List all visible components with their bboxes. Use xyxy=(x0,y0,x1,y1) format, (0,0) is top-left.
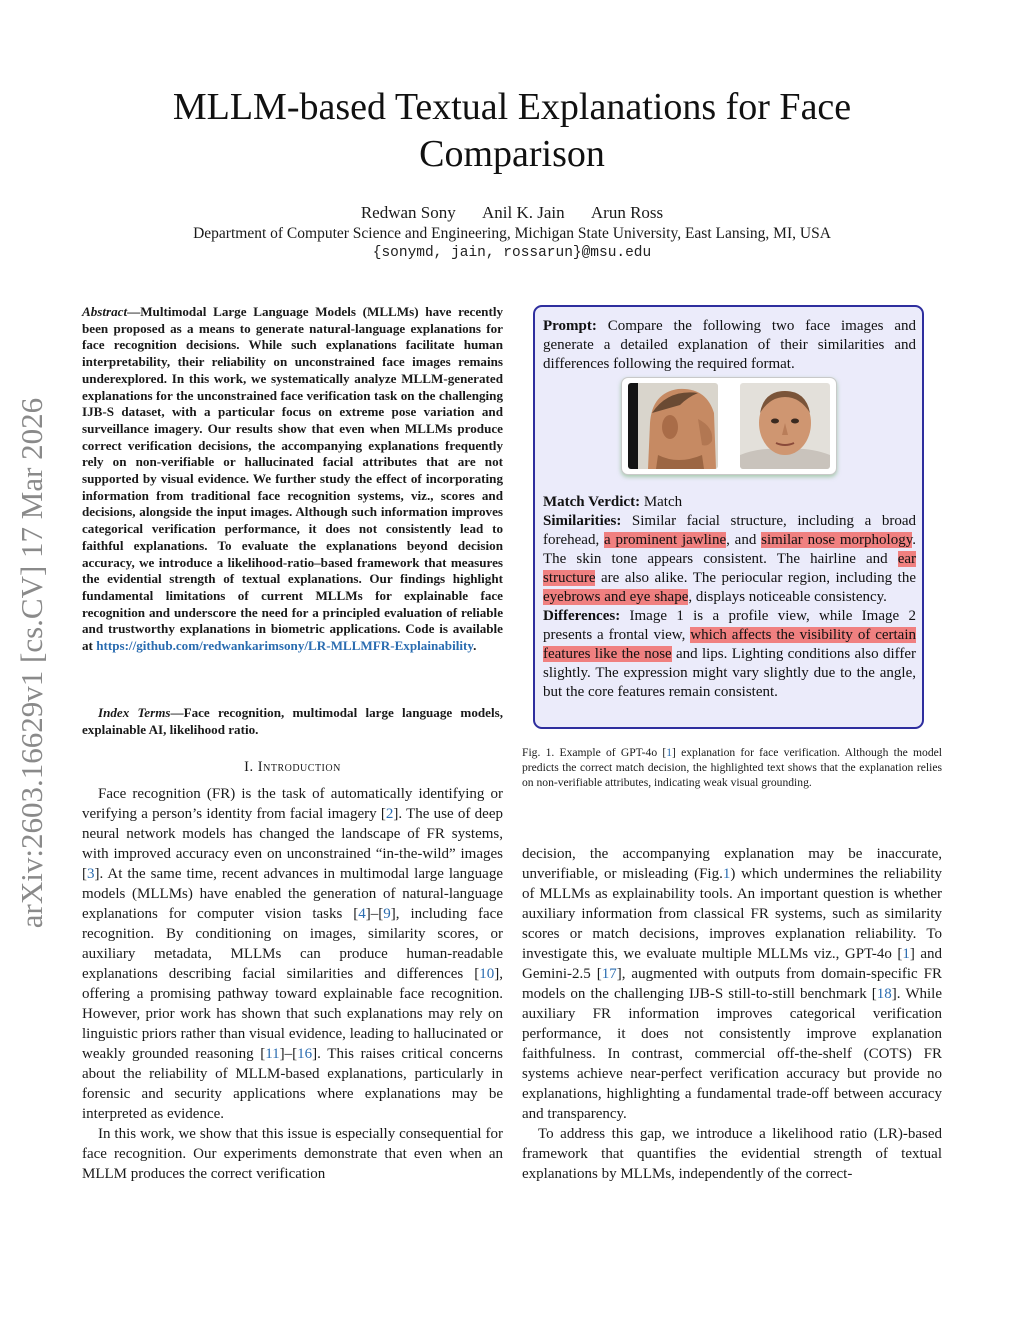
verdict-block xyxy=(543,493,916,702)
citation-link[interactable]: 1 xyxy=(666,746,673,759)
verdict-label: Match Verdict: xyxy=(543,494,641,510)
text-run: To address this gap, we introduce a likelihood ratio (LR)-based framework that quantifies the evidential strength of textual explanations by MLLMs, independently of the correct- xyxy=(522,1126,942,1182)
abstract-text: —Multimodal Large Language Models (MLLMs) have recently been proposed as a means to generate natural-language explanations for face recognition decisions. While such explanations facilitate human interpretability, their reliability on unconstrained face images remains underexplored. In this work, we systematically analyze MLLM-generated explanations for the unconstrained face verification task on the challenging IJB-S dataset, with a particular focus on extreme pose variation and surveillance imagery. Our results show that even when MLLMs produce correct verification decisions, the accompanying explanations frequently rely on non-verifiable or hallucinated facial attributes that are not supported by visual evidence. We further study the effect of incorporating information from traditional face recognition systems, viz., scores and decisions, alongside the input images. Although such information improves categorical verification performance, it does not consistently lead to faithful explanations. To evaluate the explanations beyond decision accuracy, we introduce a likelihood-ratio–based framework that measures the evidential strength of textual explanations. Our findings highlight fundamental limitations of current MLLMs for explainable face recognition and underscore the need for a principled evaluation of reliable and trustworthy explanations in biometric applications. Code is available at xyxy=(82,304,503,654)
introduction-body xyxy=(82,784,503,1184)
highlighted-phrase: which affects the visibility of certain features like the nose xyxy=(543,627,916,662)
citation-link[interactable]: 18 xyxy=(876,986,892,1002)
figure-caption: Fig. 1. Example of GPT-4o [1] explanation for face verification. Although the model predicts the correct match decision, the highlighted text shows that the explanation relies on non-verifiable attributes, indicating weak visual grounding. xyxy=(522,746,942,789)
text-run: decision, the accompanying explanation may be inaccurate, unverifiable, or misleading (Fig. xyxy=(522,846,942,882)
citation-link[interactable]: 10 xyxy=(479,966,495,982)
paper-title: MLLM-based Textual Explanations for Face Comparison xyxy=(172,86,852,175)
face-image-pair xyxy=(621,377,837,475)
author-name: Anil K. Jain xyxy=(482,203,565,222)
prompt-block xyxy=(543,317,916,374)
highlighted-phrase: eyebrows and eye shape xyxy=(543,589,689,605)
citation-link[interactable]: 1 xyxy=(722,866,731,882)
paragraph xyxy=(82,1124,503,1184)
abstract: Abstract—Multimodal Large Language Models (MLLMs) have recently been proposed as a means to generate natural-language explanations for face recognition decisions. While such explanations facilitate human interpretability, their reliability on unconstrained face images remains underexplored. In this work, we systematically analyze MLLM-generated explanations for the unconstrained face verification task on the challenging IJB-S dataset, with a particular focus on extreme pose variation and surveillance imagery. Our results show that even when MLLMs produce correct verification decisions, the accompanying explanations frequently rely on non-verifiable or hallucinated facial attributes that are not supported by visual evidence. We further study the effect of incorporating information from traditional face recognition systems, viz., scores and decisions, alongside the input images. Although such information improves categorical verification performance, it does not consistently lead to faithful explanations. To evaluate the explanations beyond decision accuracy, we introduce a likelihood-ratio–based framework that measures the evidential strength of textual explanations. Our findings highlight fundamental limitations of current MLLMs for explainable face recognition and underscore the need for a principled evaluation of reliable and trustworthy explanations in biometric applications. Code is available at https://github.com/redwankarimsony/LR-MLLMFR-Explainability. xyxy=(82,304,503,654)
text-run: and lips. Lighting conditions also differ slightly. The expression might vary slightly due to the angle, but the core features remain consistent. xyxy=(543,646,916,700)
index-terms-text: —Face recognition, multimodal large language models, explainable AI, likelihood ratio. xyxy=(82,705,503,737)
author-list xyxy=(0,203,1024,223)
differences-label: Differences: xyxy=(543,608,621,624)
text-run: ], augmented with outputs from domain-specific FR models on the challenging IJB-S still-to-still benchmark [ xyxy=(522,966,943,1002)
text-run: Image 1 is a profile view, while Image 2 presents a frontal view, xyxy=(543,608,916,643)
text-run: are also alike. The periocular region, including the xyxy=(595,570,916,586)
citation-link[interactable]: 1 xyxy=(902,946,910,962)
citation-link[interactable]: 17 xyxy=(601,966,617,982)
text-run: ) which undermines the reliability of MLLMs as explainability tools. An important question is whether auxiliary information from classical FR systems, such as similarity scores or match decisions, improves explanation reliability. To investigate this, we evaluate multiple MLLMs viz., GPT-4o [ xyxy=(522,866,942,962)
text-run: . The skin tone appears consistent. The hairline and xyxy=(543,532,916,567)
right-column-body xyxy=(522,844,942,1184)
abstract-label: Abstract xyxy=(82,304,128,319)
arxiv-sidebar-stamp xyxy=(12,368,52,958)
author-name: Arun Ross xyxy=(590,203,664,222)
arxiv-identifier: arXiv:2603.16629v1 [cs.CV] 17 Mar 2026 xyxy=(14,397,49,929)
face-image-frontal xyxy=(740,383,830,469)
text-run: , displays noticeable consistency. xyxy=(688,589,887,605)
citation-link[interactable]: 3 xyxy=(87,866,95,882)
text-run: ]–[ xyxy=(279,1046,298,1062)
text-run: ]. This raises critical concerns about the reliability of MLLM-based explanations, particularly in forensic and security applications where explanations may be interpreted as evidence. xyxy=(82,1046,503,1122)
index-terms xyxy=(82,705,503,738)
face-image-profile xyxy=(628,383,718,469)
paragraph xyxy=(522,1124,942,1184)
text-run: Face recognition (FR) is the task of automatically identifying or verifying a person’s identity from facial imagery [ xyxy=(82,786,503,822)
index-terms-label: Index Terms xyxy=(98,705,171,720)
text-run: In this work, we show that this issue is especially consequential for face recognition. Our experiments demonstrate that even when an MLLM produces the correct verification xyxy=(82,1126,503,1182)
citation-link[interactable]: 4 xyxy=(358,906,366,922)
affiliation: Department of Computer Science and Engineering, Michigan State University, East Lansing, MI, USA xyxy=(193,225,831,242)
text-run: ]. While auxiliary FR information improves categorical verification performance, it does not consistently improve explanation faithfulness. In contrast, commercial off-the-shelf (COTS) FR systems achieve near-perfect verification accuracy but provide no explanations, highlighting a fundamental trade-off between accuracy and transparency. xyxy=(522,986,943,1122)
code-link[interactable]: https://github.com/redwankarimsony/LR-MLLMFR-Explainability xyxy=(96,638,474,654)
author-emails: {sonymd, jain, rossarun}@msu.edu xyxy=(372,245,652,261)
highlighted-phrase: a prominent jawline xyxy=(604,532,727,548)
text-run: ]–[ xyxy=(365,906,384,922)
prompt-text: Compare the following two face images and generate a detailed explanation of their similarities and differences following the required format. xyxy=(543,318,916,372)
text-run: , and xyxy=(726,532,762,548)
section-heading: I. Introduction xyxy=(244,759,341,775)
text-run: ]. The use of deep neural network models has changed the landscape of FR systems, with improved accuracy even on unconstrained “in-the-wild” images [ xyxy=(82,806,503,882)
prompt-label: Prompt: xyxy=(543,318,597,334)
highlighted-phrase: similar nose morphology xyxy=(761,532,913,548)
author-name: Redwan Sony xyxy=(360,203,456,222)
verdict-text: Match xyxy=(640,494,683,510)
citation-link[interactable]: 9 xyxy=(383,906,391,922)
paragraph xyxy=(522,844,942,1124)
text-run: ] and Gemini-2.5 [ xyxy=(522,946,942,982)
text-run: ], offering a promising pathway toward explainable face recognition. However, prior work has shown that such explanations may rely on linguistic priors rather than visual evidence, leading to hallucinated or weakly grounded reasoning [ xyxy=(82,966,503,1062)
similarities-label: Similarities: xyxy=(543,513,622,529)
citation-link[interactable]: 11 xyxy=(265,1046,280,1062)
text-run: ]. At the same time, recent advances in multimodal large language models (MLLMs) have enabled the generation of natural-language explanations for computer vision tasks [ xyxy=(82,866,503,922)
text-run: ], including face recognition. By conditioning on images, similarity scores, or auxiliary metadata, MLLMs can produce human-readable explanations describing facial similarities and differences [ xyxy=(82,906,503,982)
paragraph xyxy=(82,784,503,1124)
figure-explanation-box xyxy=(533,305,924,729)
text-run: Similar facial structure, including a broad forehead, xyxy=(543,513,916,548)
highlighted-phrase: ear structure xyxy=(543,551,916,586)
citation-link[interactable]: 16 xyxy=(297,1046,313,1062)
citation-link[interactable]: 2 xyxy=(385,806,394,822)
